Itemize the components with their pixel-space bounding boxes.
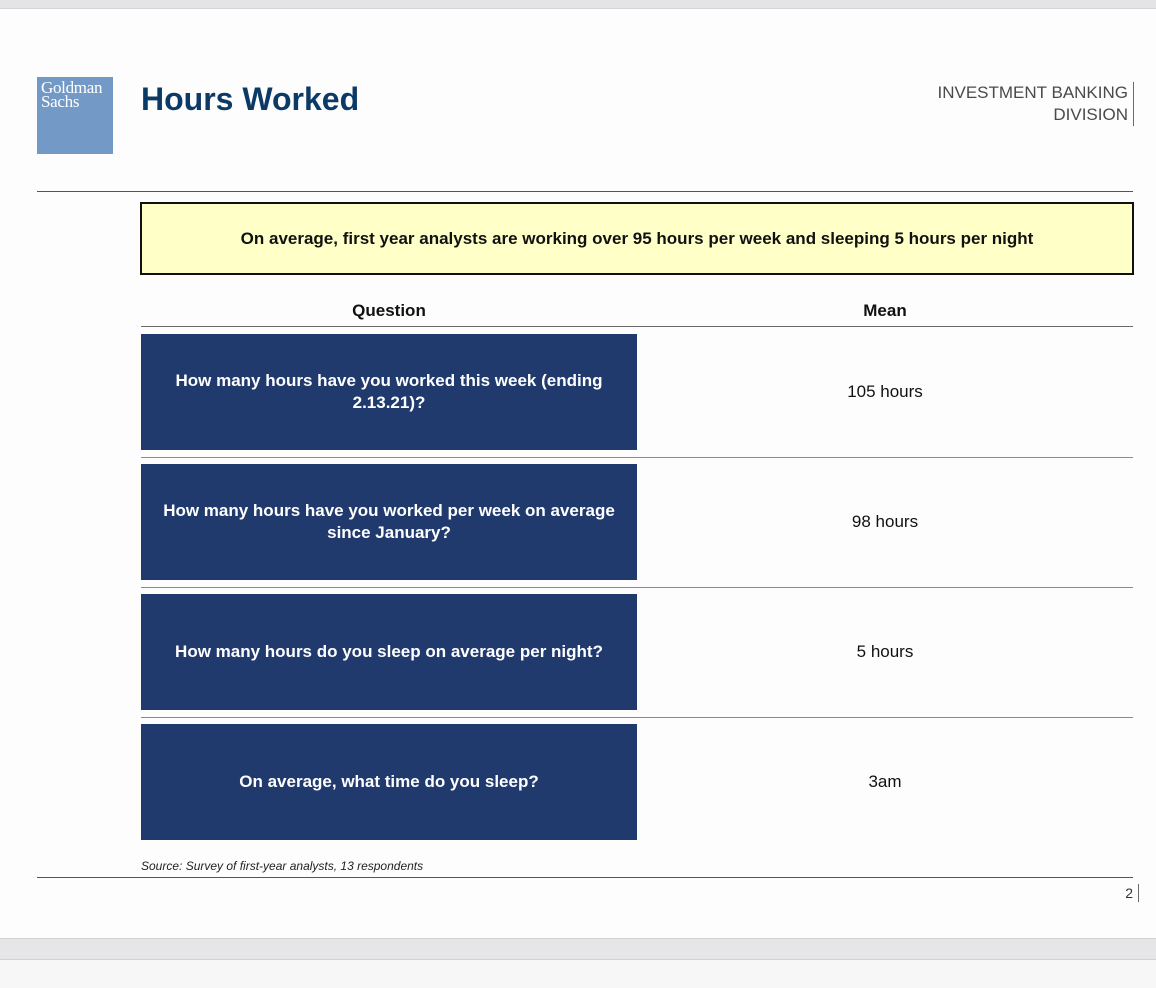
mean-cell: 3am — [868, 772, 902, 791]
viewer-bottom-strip — [0, 938, 1156, 960]
source-note: Source: Survey of first-year analysts, 13 respondents — [141, 859, 424, 873]
page-number: 2 — [1125, 884, 1139, 902]
mean-cell: 98 hours — [851, 512, 919, 531]
logo-line-1: Goldman — [41, 78, 103, 97]
table-row — [141, 717, 1133, 847]
question-cell: How many hours do you sleep on average per night? — [141, 594, 637, 710]
table-row — [141, 327, 1133, 457]
table-row — [141, 457, 1133, 587]
page-title: Hours Worked — [141, 81, 360, 117]
logo-line-2: Sachs — [41, 92, 80, 111]
footer-divider — [37, 877, 1133, 878]
column-header-mean: Mean — [863, 301, 907, 320]
division-label — [938, 82, 1135, 126]
slide-page — [0, 9, 1156, 938]
summary-callout: On average, first year analysts are working over 95 hours per week and sleeping 5 hours per night — [140, 202, 1134, 275]
table-row — [141, 587, 1133, 717]
division-line-2: DIVISION — [1053, 105, 1128, 124]
column-header-question: Question — [352, 301, 426, 320]
mean-cell: 5 hours — [856, 642, 914, 661]
question-cell: How many hours have you worked this week (ending 2.13.21)? — [141, 334, 637, 450]
next-page-edge — [0, 960, 1156, 988]
goldman-sachs-logo — [37, 77, 113, 154]
division-line-1: INVESTMENT BANKING — [937, 83, 1128, 102]
question-cell: How many hours have you worked per week on average since January? — [141, 464, 637, 580]
header-divider — [37, 191, 1133, 192]
question-cell: On average, what time do you sleep? — [141, 724, 637, 840]
mean-cell: 105 hours — [847, 382, 923, 401]
viewer-top-strip — [0, 0, 1156, 9]
